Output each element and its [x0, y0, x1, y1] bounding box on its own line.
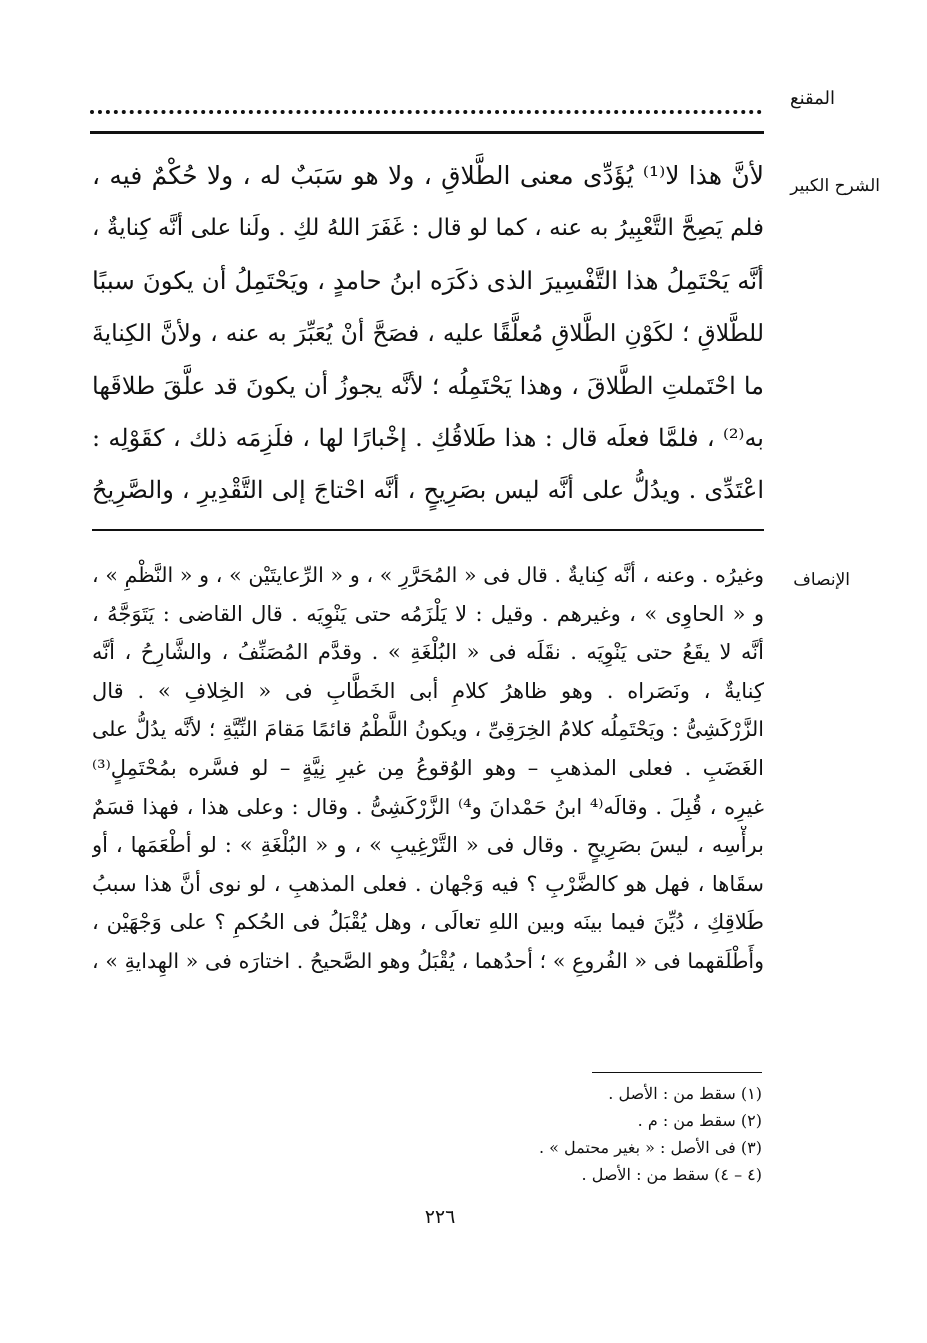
sharh-line: لأنَّ هذا لا⁽¹⁾ يُؤَدِّى معنى الطَّلاقِ ، ولا هو سَبَبٌ له ، ولا حُكْمٌ فيه ، [92, 161, 764, 190]
footnote: (٢) سقط من : م . [637, 1111, 762, 1130]
insaf-line: الغَضَبِ . فعلى المذهبِ – وهو الوُقوعُ مِن غيرِ نِيَّةٍ – لو فسَّره بمُحْتَمِلٍ⁽³⁾ [92, 755, 764, 780]
side-label-sharh: الشرح الكبير [790, 176, 880, 196]
side-label-insaf: الإنصاف [793, 570, 850, 590]
sharh-text-block [92, 150, 764, 517]
sharh-line: اعْتَدِّى . ويدُلُّ على أنَّه ليس بصَرِيحٍ ، أنَّه احْتاجَ إلى التَّقْدِيرِ ، والصَّرِيحُ [92, 476, 764, 505]
footnote: (٤ – ٤) سقط من : الأصل . [581, 1165, 762, 1184]
insaf-line: أنَّه لا يقَعُ حتى يَنْوِيَه . نقَلَه فى « البُلْغَةِ » . وقدَّم المُصَنِّفُ ، والشَّارِحُ ، أنَّه [92, 640, 764, 665]
running-title: المقنع [789, 88, 835, 109]
footnote: (٣) فى الأصل : « بغير محتمل » . [538, 1138, 762, 1157]
footnotes [262, 1080, 762, 1188]
insaf-line: الزَّرْكَشِىُّ : ويَحْتَمِلُه كلامُ الخِرَقِىِّ ، ويكونُ اللَّطْمُ قائمًا مَقامَ النِّيَّةِ ؛ لأنَّه يدُلُّ على [92, 717, 764, 742]
insaf-line: برأْسِه ، ليسَ بصَرِيحٍ . وقال فى « التَّرْغِيبِ » ، و « البُلْغَةِ » : لو أطْعَمَها ، أو [92, 833, 764, 858]
insaf-line: طَلاقِكِ ، دُيِّنَ فيما بينَه وبين اللهِ تعالَى ، وهل يُقْبَلُ فى الحُكمِ ؟ على وَجْهَيْن ، [92, 910, 764, 935]
section-divider [92, 529, 764, 531]
sharh-line: فلم يَصِحَّ التَّعْبِيرُ به عنه ، كما لو قال : غَفَرَ اللهُ لكِ . ولَنا على أنَّه كِنايةٌ ، [92, 215, 764, 242]
insaf-line: وأَطْلَقهما فى « الفُروعِ » ؛ أحدُهما ، يُقْبَلُ وهو الصَّحيحُ . اختارَه فى « الهِدايةِ » ، [92, 948, 764, 973]
sharh-line: أنَّه يَحْتَمِلُ هذا التَّفْسِيرَ الذى ذكَرَه ابنُ حامدٍ ، ويَحْتَمِلُ أن يكونَ سببًا [92, 265, 764, 295]
insaf-text-block [92, 556, 764, 981]
page-number: ٢٢٦ [424, 1206, 456, 1228]
running-head [90, 86, 835, 116]
insaf-line: وغيرُه . وعنه ، أنَّه كِنايةٌ . قال فى « المُحَرَّرِ » ، و « الرِّعايتَيْن » ، و « النَّظْمِ » ، [92, 563, 764, 587]
insaf-line: و « الحاوِى » ، وغيرهم . وقيل : لا يَلْزَمُه حتى يَنْوِيَه . قال القاضى : يَتَوَجَّهُ ، [92, 601, 764, 626]
header-rule [90, 131, 764, 134]
dotted-leader [90, 86, 762, 114]
insaf-line: غيرِه ، قُبِلَ . وقالَه⁽⁴ ابنُ حَمْدانَ و⁴⁾ الزَّرْكَشِىُّ . وقال : وعلى هذا ، فهذا قسَمٌ [92, 794, 764, 819]
sharh-line: به⁽²⁾ ، فلمَّا فعلَه قال : هذا طَلاقُكِ . إخْبارًا لها ، فلَزِمَه ذلك ، كقَوْلِه : [92, 424, 764, 453]
sharh-line: للطَّلاقِ ؛ لكَوْنِ الطَّلاقِ مُعلَّقًا عليه ، فصَحَّ أنْ يُعَبِّرَ به عنه ، ولأنَّ الكِنايةَ [92, 319, 764, 348]
footnote-rule [592, 1072, 762, 1073]
sharh-line: ما احْتَملتِ الطَّلاقَ ، وهذا يَحْتَمِلُه ؛ لأنَّه يجوزُ أن يكونَ قد علَّقَ طلاقَها [92, 371, 764, 400]
footnote: (١) سقط من : الأصل . [608, 1084, 762, 1103]
insaf-line: سقَاها ، فهل هو كالضَّرْبِ ؟ فيه وَجْهان . فعلى المذهبِ ، لو نوى أنَّ هذا سببُ [92, 871, 764, 896]
insaf-line: كِنايةٌ ، ونَصَراه . وهو ظاهرُ كلامِ أبى الخَطَّابِ فى « الخِلافِ » . قال [92, 678, 764, 703]
